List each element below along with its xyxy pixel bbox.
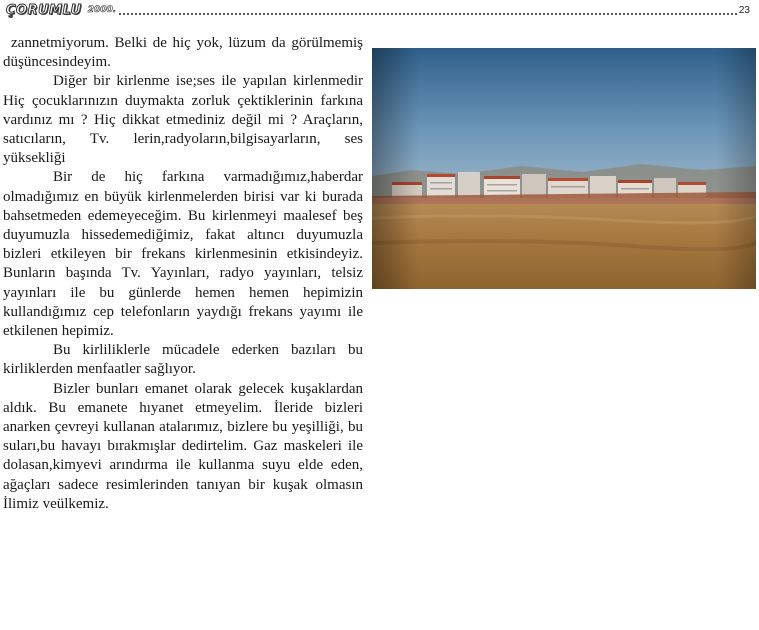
header-dotted-leader xyxy=(119,3,737,15)
article-text-column xyxy=(3,34,363,514)
page-header xyxy=(6,0,750,20)
article-paragraph-2: Diğer bir kirlenme ise;ses ile yapılan kirlenmedir Hiç çocuklarınızın duymakta zorluk çektiklerinin farkına vardınız mı ? Hiç dikkat etmediniz değil mi ? Araçların, satıcıların, Tv. lerin,radyoların,bilgisayarların, ses yüksekliği xyxy=(3,73,363,167)
page-number: 23 xyxy=(738,4,750,16)
article-paragraph-5: Bizler bunları emanet olarak gelecek kuşaklardan aldık. Bu emanete hıyanet etmeyelim. İleride bizleri anarken çevreyi kullanan atalarımız, bizlere bu yeşilliği, bu suları,bu havayı bırakmışlar dedirtelim. Gaz maskeleri ile dolasan,kimyevi arındırma ile kullanma suyu elde eden, ağaçları sadece resimlerinden tanıyan bir kuşak olmasın İlimiz veülkemiz. xyxy=(3,380,363,512)
article-paragraph-4: Bu kirliliklerle mücadele ederken bazıları bu kirliklerden menfaatler sağlıyor. xyxy=(3,342,363,378)
landscape-photo xyxy=(372,48,756,289)
landscape-photo-drawing xyxy=(372,48,756,289)
article-paragraph-1: zannetmiyorum. Belki de hiç yok, lüzum da görülmemiş düşüncesindeyim. xyxy=(3,35,363,71)
magazine-year: 2000. xyxy=(87,5,117,15)
magazine-title: ÇORUMLU xyxy=(6,2,82,18)
article-paragraph-3: Bir de hiç farkına varmadığımız,haberdar olmadığımız en büyük kirlenmelerden birisi var ki burada bahsetmeden edemeyeceğim. Bu kirlenmeyi maalesef beş duyumuzla hissedemediğimiz, fakat altıncı duyumuzla bizleri etkileyen bir frekans kirlenmesinin etkisindeyiz. Bunların başında Tv. Yayınları, radyo yayınları, telsiz yayınları ile bu günlerde hemen hemen hepimizin kullandığımız cep telefonların yaydığı frekans yayımı ile etkilenen hepimiz. xyxy=(3,169,363,340)
